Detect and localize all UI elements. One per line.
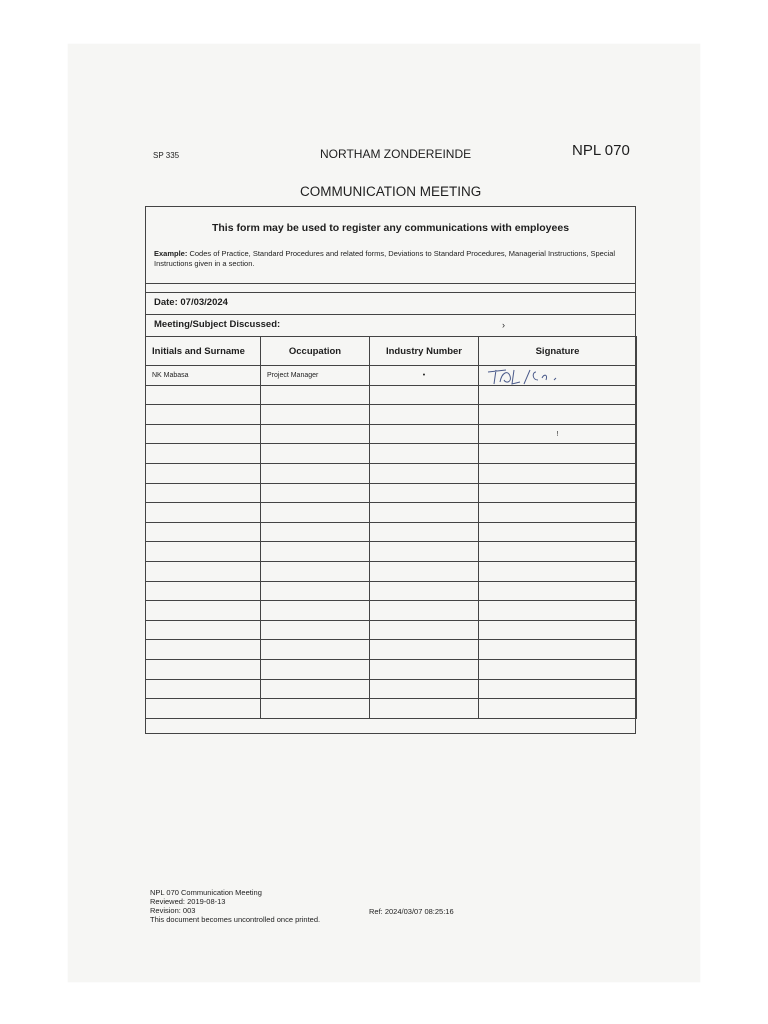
col-header-industry-number: Industry Number — [370, 337, 479, 366]
intro-heading: This form may be used to register any communications with employees — [211, 222, 570, 234]
table-row — [146, 640, 637, 660]
cell-signature — [479, 444, 637, 464]
cell-occupation — [261, 424, 370, 444]
cell-signature — [479, 463, 637, 483]
cell-occupation — [261, 659, 370, 679]
table-row — [146, 699, 637, 719]
cell-signature: ! — [479, 424, 637, 444]
col-header-occupation: Occupation — [261, 337, 370, 366]
cell-occupation — [261, 581, 370, 601]
cell-industry-number — [370, 503, 479, 523]
footer-reviewed: Reviewed: 2019-08-13 — [150, 897, 226, 906]
cell-name — [146, 640, 261, 660]
cell-name — [146, 444, 261, 464]
cell-industry-number — [370, 601, 479, 621]
cell-occupation — [261, 699, 370, 719]
cell-occupation — [261, 463, 370, 483]
footer-reference: Ref: 2024/03/07 08:25:16 — [369, 907, 454, 916]
cell-signature — [479, 679, 637, 699]
cell-industry-number — [370, 405, 479, 425]
cell-name — [146, 561, 261, 581]
table-row — [146, 405, 637, 425]
example-text: Codes of Practice, Standard Procedures and related forms, Deviations to Standard Procedures, Managerial Instructions, Special Instructions given in a section. — [154, 249, 616, 268]
cell-signature — [479, 699, 637, 719]
cell-name — [146, 679, 261, 699]
table-row — [146, 601, 637, 621]
cell-occupation: Project Manager — [261, 366, 370, 386]
cell-occupation — [261, 503, 370, 523]
cell-industry-number: • — [370, 366, 479, 386]
cell-signature — [479, 581, 637, 601]
cell-industry-number — [370, 522, 479, 542]
footer-disclaimer: This document becomes uncontrolled once printed. — [150, 915, 321, 924]
cell-signature — [479, 620, 637, 640]
document-number: NPL 070 — [572, 142, 630, 159]
table-header-row — [146, 337, 637, 366]
cell-signature — [479, 640, 637, 660]
cell-signature — [479, 561, 637, 581]
example-label: Example: — [154, 249, 188, 258]
attendance-table — [145, 336, 637, 719]
table-body — [146, 366, 637, 719]
table-row — [146, 659, 637, 679]
table-row — [146, 679, 637, 699]
cell-name — [146, 424, 261, 444]
cell-signature — [479, 503, 637, 523]
cell-occupation — [261, 601, 370, 621]
cell-industry-number — [370, 581, 479, 601]
cell-signature — [479, 601, 637, 621]
table-row — [146, 542, 637, 562]
signature-stroke — [488, 370, 556, 384]
handwritten-signature — [484, 364, 564, 390]
cell-occupation — [261, 542, 370, 562]
meeting-subject-row — [146, 314, 635, 337]
cell-occupation — [261, 679, 370, 699]
table-row — [146, 424, 637, 444]
cell-name — [146, 405, 261, 425]
date-row — [146, 292, 635, 315]
cell-occupation — [261, 444, 370, 464]
table-row — [146, 522, 637, 542]
cell-industry-number — [370, 424, 479, 444]
cell-name — [146, 503, 261, 523]
cell-name — [146, 483, 261, 503]
cell-industry-number — [370, 699, 479, 719]
date-field: Date: 07/03/2024 — [154, 297, 228, 308]
meeting-subject-label: Meeting/Subject Discussed: — [154, 319, 281, 330]
table-row — [146, 620, 637, 640]
cell-name — [146, 463, 261, 483]
cell-industry-number — [370, 659, 479, 679]
cell-industry-number — [370, 444, 479, 464]
footer-doc-name: NPL 070 Communication Meeting — [150, 888, 262, 897]
table-row — [146, 581, 637, 601]
cell-name — [146, 522, 261, 542]
cell-name — [146, 581, 261, 601]
form-code: SP 335 — [153, 151, 180, 160]
cell-industry-number — [370, 542, 479, 562]
cell-industry-number — [370, 620, 479, 640]
footer-block — [150, 888, 320, 924]
cell-industry-number — [370, 385, 479, 405]
cell-occupation — [261, 522, 370, 542]
form-box — [145, 206, 636, 734]
cell-name — [146, 620, 261, 640]
cell-industry-number — [370, 679, 479, 699]
cell-signature — [479, 522, 637, 542]
cell-occupation — [261, 405, 370, 425]
col-header-signature: Signature — [479, 337, 637, 366]
table-row — [146, 444, 637, 464]
cell-industry-number — [370, 483, 479, 503]
cell-signature — [479, 405, 637, 425]
col-header-name: Initials and Surname — [146, 337, 261, 366]
table-row — [146, 463, 637, 483]
cell-name — [146, 385, 261, 405]
cell-name — [146, 659, 261, 679]
table-row — [146, 483, 637, 503]
cell-industry-number — [370, 463, 479, 483]
cell-signature — [479, 659, 637, 679]
intro-example — [154, 249, 624, 269]
cell-industry-number — [370, 640, 479, 660]
cell-name: NK Mabasa — [146, 366, 261, 386]
cell-signature — [479, 542, 637, 562]
company-name: NORTHAM ZONDEREINDE — [320, 147, 472, 161]
footer-revision: Revision: 003 — [150, 906, 196, 915]
meeting-mark: › — [502, 320, 505, 330]
cell-name — [146, 542, 261, 562]
form-title: COMMUNICATION MEETING — [300, 184, 482, 199]
cell-occupation — [261, 385, 370, 405]
cell-industry-number — [370, 561, 479, 581]
intro-section — [146, 207, 635, 284]
cell-occupation — [261, 640, 370, 660]
cell-signature — [479, 483, 637, 503]
cell-name — [146, 699, 261, 719]
table-row — [146, 561, 637, 581]
cell-occupation — [261, 620, 370, 640]
table-row — [146, 503, 637, 523]
cell-name — [146, 601, 261, 621]
cell-occupation — [261, 483, 370, 503]
cell-occupation — [261, 561, 370, 581]
